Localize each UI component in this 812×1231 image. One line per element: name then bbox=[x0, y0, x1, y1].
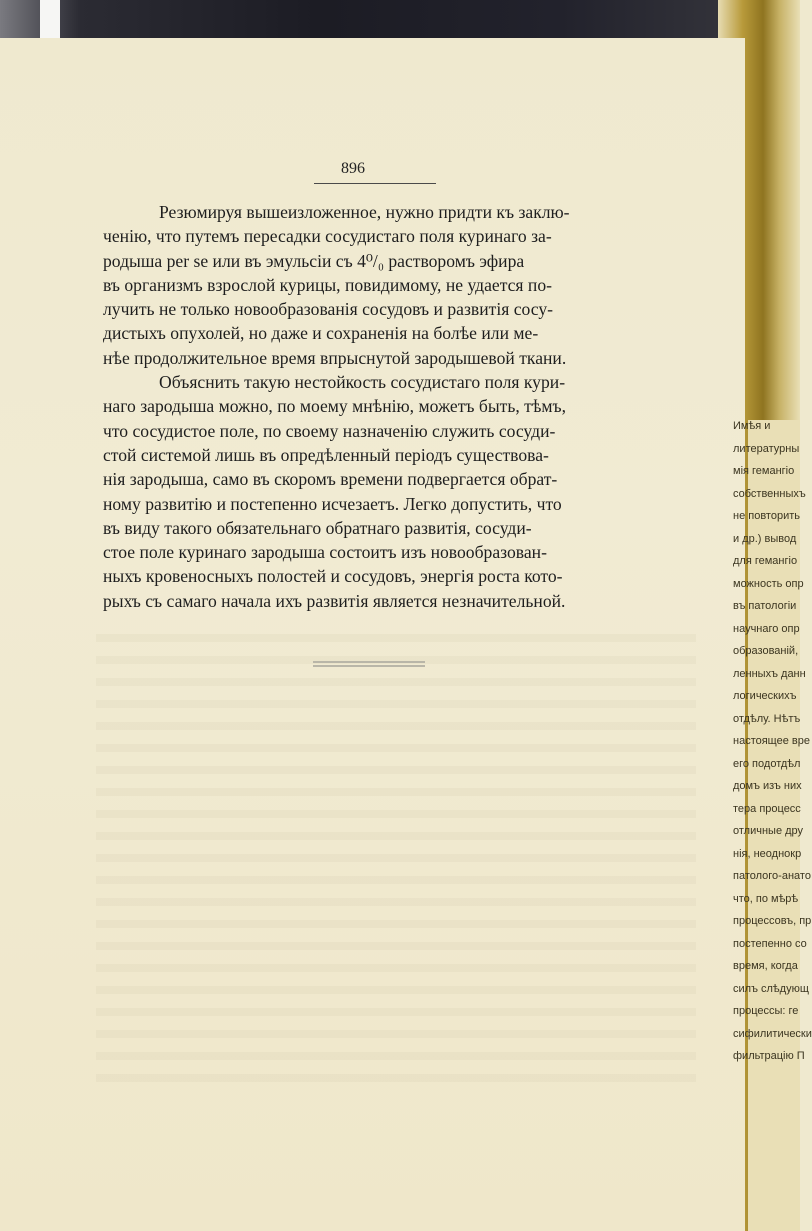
margin-line: и др.) вывод bbox=[733, 532, 797, 545]
adjacent-page-text bbox=[733, 415, 812, 1068]
margin-line: не повторить bbox=[733, 510, 800, 522]
margin-line: что, по мѣрѣ bbox=[733, 892, 799, 905]
margin-line: отдѣлу. Нѣтъ bbox=[733, 712, 801, 725]
margin-line: для гемангіо bbox=[733, 555, 798, 567]
margin-line: литературны bbox=[733, 442, 800, 455]
margin-line: научнаго опр bbox=[733, 622, 800, 635]
margin-line: мія гемангіо bbox=[733, 465, 795, 477]
text-line: нія зародыша, само въ скоромъ времени подвергается обрат- bbox=[103, 469, 558, 490]
bleed-through-text bbox=[96, 620, 696, 1090]
margin-line: процессовъ, пр bbox=[733, 915, 812, 927]
top-dark-band bbox=[0, 0, 800, 38]
margin-line: нія, неоднокр bbox=[733, 847, 802, 860]
margin-line: можность опр bbox=[733, 577, 804, 590]
text-line: дистыхъ опухолей, но даже и сохраненія на болѣе или ме- bbox=[103, 323, 539, 344]
text-line: въ организмъ взрослой курицы, повидимому, не удается по- bbox=[103, 274, 552, 295]
text-line: Резюмируя вышеизложенное, нужно придти къ заклю- bbox=[159, 202, 570, 222]
page-number-rule bbox=[314, 183, 436, 184]
text-line: родыша per se или въ эмульсіи съ 4⁰/₀ растворомъ эфира bbox=[103, 250, 525, 271]
text-line: въ виду такого обязательнаго обратнаго развитія, сосуди- bbox=[103, 517, 532, 538]
margin-line: патолого-анато bbox=[733, 870, 811, 882]
margin-line: процессы: ге bbox=[733, 1005, 799, 1017]
text-line: лучить не только новообразованія сосудовъ и развитія сосу- bbox=[103, 299, 553, 320]
margin-line: образованій, bbox=[733, 645, 799, 657]
margin-line: Имѣя и bbox=[733, 420, 771, 432]
text-line: ныхъ кровеносныхъ полостей и сосудовъ, энергія роста кото- bbox=[103, 566, 563, 587]
text-line: стой системой лишь въ опредѣленный періодъ существова- bbox=[103, 444, 549, 465]
text-line: нѣе продолжительное время впрыснутой зародышевой ткани. bbox=[103, 347, 567, 368]
section-separator bbox=[313, 661, 425, 663]
margin-line: фильтрацію П bbox=[733, 1050, 805, 1062]
margin-line: въ патологіи bbox=[733, 600, 797, 612]
margin-line: настоящее вре bbox=[733, 735, 810, 747]
margin-line: собственныхъ bbox=[733, 487, 806, 500]
margin-line: силъ слѣдующ bbox=[733, 982, 809, 995]
margin-line: постепенно со bbox=[733, 937, 807, 950]
margin-line: сифилитически bbox=[733, 1027, 812, 1040]
margin-line: тера процесс bbox=[733, 802, 801, 815]
top-white-strip bbox=[40, 0, 60, 38]
text-line: рыхъ съ самаго начала ихъ развитія является незначительной. bbox=[103, 590, 566, 611]
page-number: 896 bbox=[341, 160, 365, 177]
margin-line: домъ изъ них bbox=[733, 780, 802, 792]
main-text bbox=[103, 200, 683, 613]
text-line: ченію, что путемъ пересадки сосудистаго поля куринаго за- bbox=[103, 226, 552, 247]
margin-line: логическихъ bbox=[733, 690, 797, 702]
text-line: ному развитію и постепенно исчезаетъ. Легко допустить, что bbox=[103, 493, 562, 514]
text-line: стое поле куринаго зародыша состоитъ изъ новообразован- bbox=[103, 542, 547, 563]
section-separator bbox=[313, 665, 425, 667]
margin-line: время, когда bbox=[733, 960, 798, 972]
margin-line: отличные дру bbox=[733, 825, 804, 837]
text-line: Объяснить такую нестойкость сосудистаго поля кури- bbox=[159, 372, 566, 393]
margin-line: ленныхъ данн bbox=[733, 667, 806, 680]
margin-line: его подотдѣл bbox=[733, 757, 801, 770]
text-line: наго зародыша можно, по моему мнѣнію, можетъ быть, тѣмъ, bbox=[103, 396, 567, 417]
text-line: что сосудистое поле, по своему назначенію служить сосуди- bbox=[103, 420, 556, 441]
